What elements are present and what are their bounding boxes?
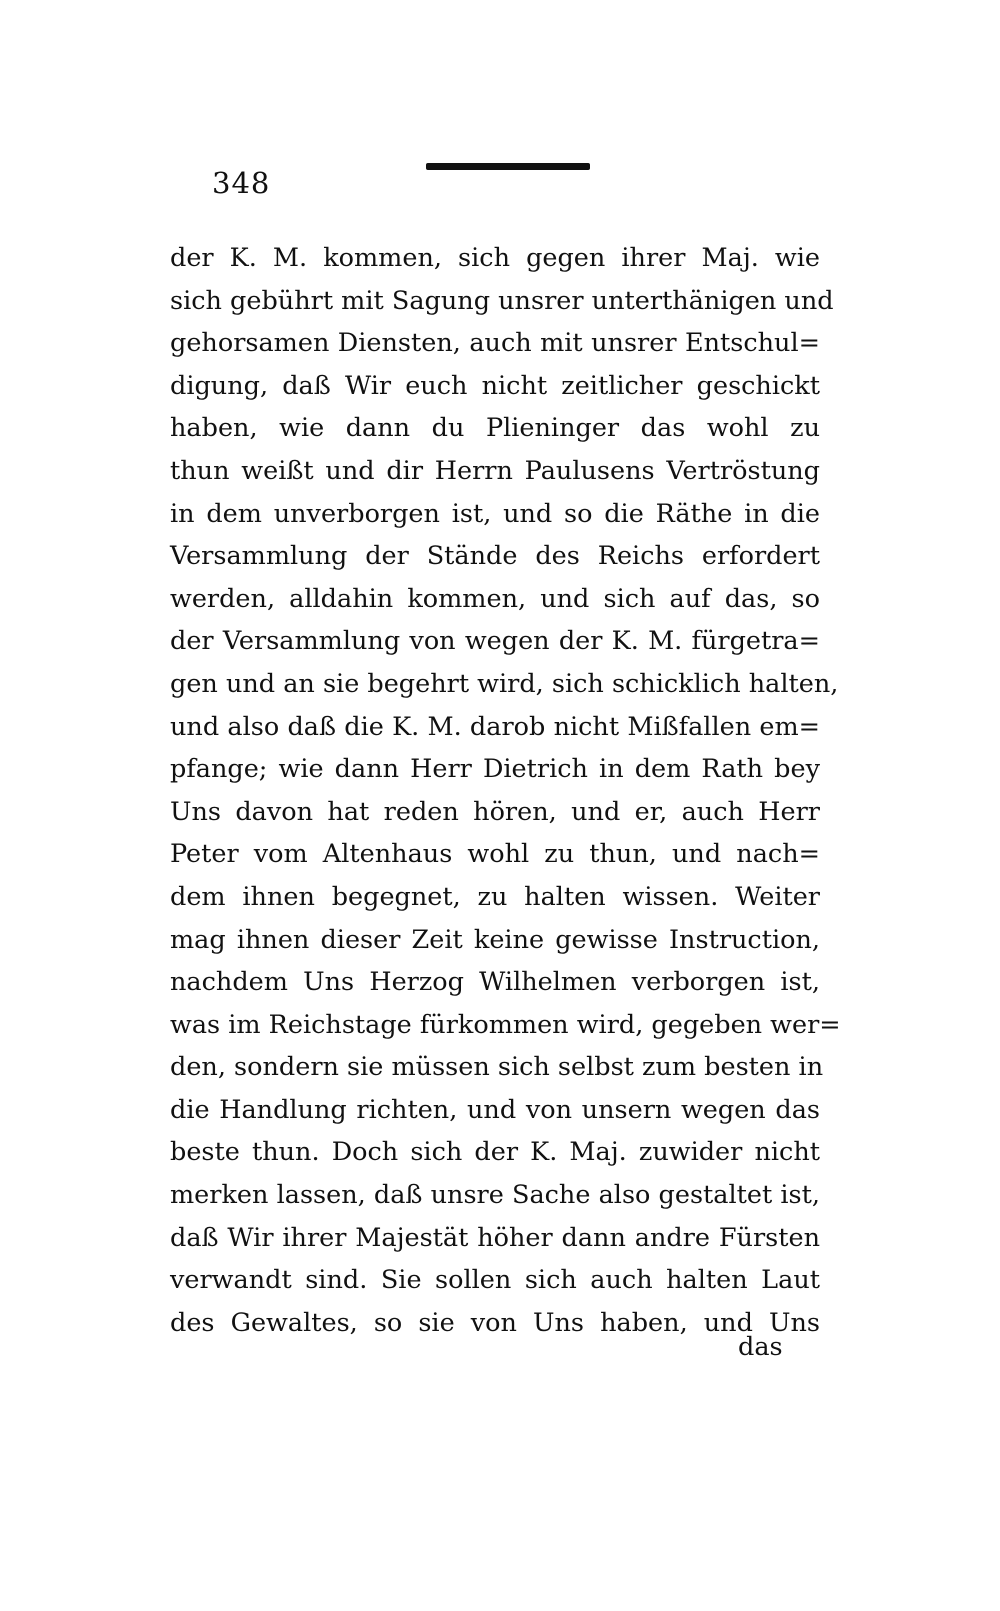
text-line: thun weißt und dir Herrn Paulusens Vertröstung	[170, 455, 820, 486]
text-line: Versammlung der Stände des Reichs erfordert	[170, 541, 820, 572]
text-line: gen und an sie begehrt wird, sich schicklich halten,	[170, 668, 839, 699]
text-line: verwandt sind. Sie sollen sich auch halten Laut	[170, 1265, 820, 1296]
text-line: haben, wie dann du Plieninger das wohl zu	[170, 413, 820, 444]
text-line: was im Reichstage fürkommen wird, gegeben wer=	[170, 1009, 841, 1040]
header-rule	[426, 163, 590, 170]
text-line: in dem unverborgen ist, und so die Räthe in die	[170, 498, 820, 529]
text-line: pfange; wie dann Herr Dietrich in dem Rath bey	[170, 754, 820, 785]
text-line: merken lassen, daß unsre Sache also gestaltet ist,	[170, 1180, 820, 1211]
text-line: den, sondern sie müssen sich selbst zum besten in	[170, 1052, 824, 1083]
text-line: werden, alldahin kommen, und sich auf das, so	[170, 583, 820, 614]
text-line: Peter vom Altenhaus wohl zu thun, und nach=	[170, 839, 820, 870]
text-line: des Gewaltes, so sie von Uns haben, und Uns	[170, 1307, 820, 1338]
text-line: mag ihnen dieser Zeit keine gewisse Instruction,	[170, 924, 820, 955]
page-number: 348	[212, 166, 271, 200]
text-line: der Versammlung von wegen der K. M. fürgetra=	[170, 626, 820, 657]
text-line: nachdem Uns Herzog Wilhelmen verborgen ist,	[170, 967, 820, 998]
body-text	[170, 237, 841, 1344]
text-line: die Handlung richten, und von unsern wegen das	[170, 1094, 820, 1125]
text-line: und also daß die K. M. darob nicht Mißfallen em=	[170, 711, 820, 742]
text-line: daß Wir ihrer Majestät höher dann andre Fürsten	[170, 1222, 820, 1253]
text-line: digung, daß Wir euch nicht zeitlicher geschickt	[170, 370, 820, 401]
text-line: der K. M. kommen, sich gegen ihrer Maj. wie	[170, 243, 820, 273]
text-line: beste thun. Doch sich der K. Maj. zuwider nicht	[170, 1137, 820, 1168]
text-line: sich gebührt mit Sagung unsrer unterthänigen und	[170, 285, 834, 316]
catchword: das	[738, 1332, 783, 1362]
text-line: dem ihnen begegnet, zu halten wissen. Weiter	[170, 881, 820, 912]
text-line: gehorsamen Diensten, auch mit unsrer Entschul=	[170, 328, 820, 359]
text-line: Uns davon hat reden hören, und er, auch Herr	[170, 796, 820, 827]
